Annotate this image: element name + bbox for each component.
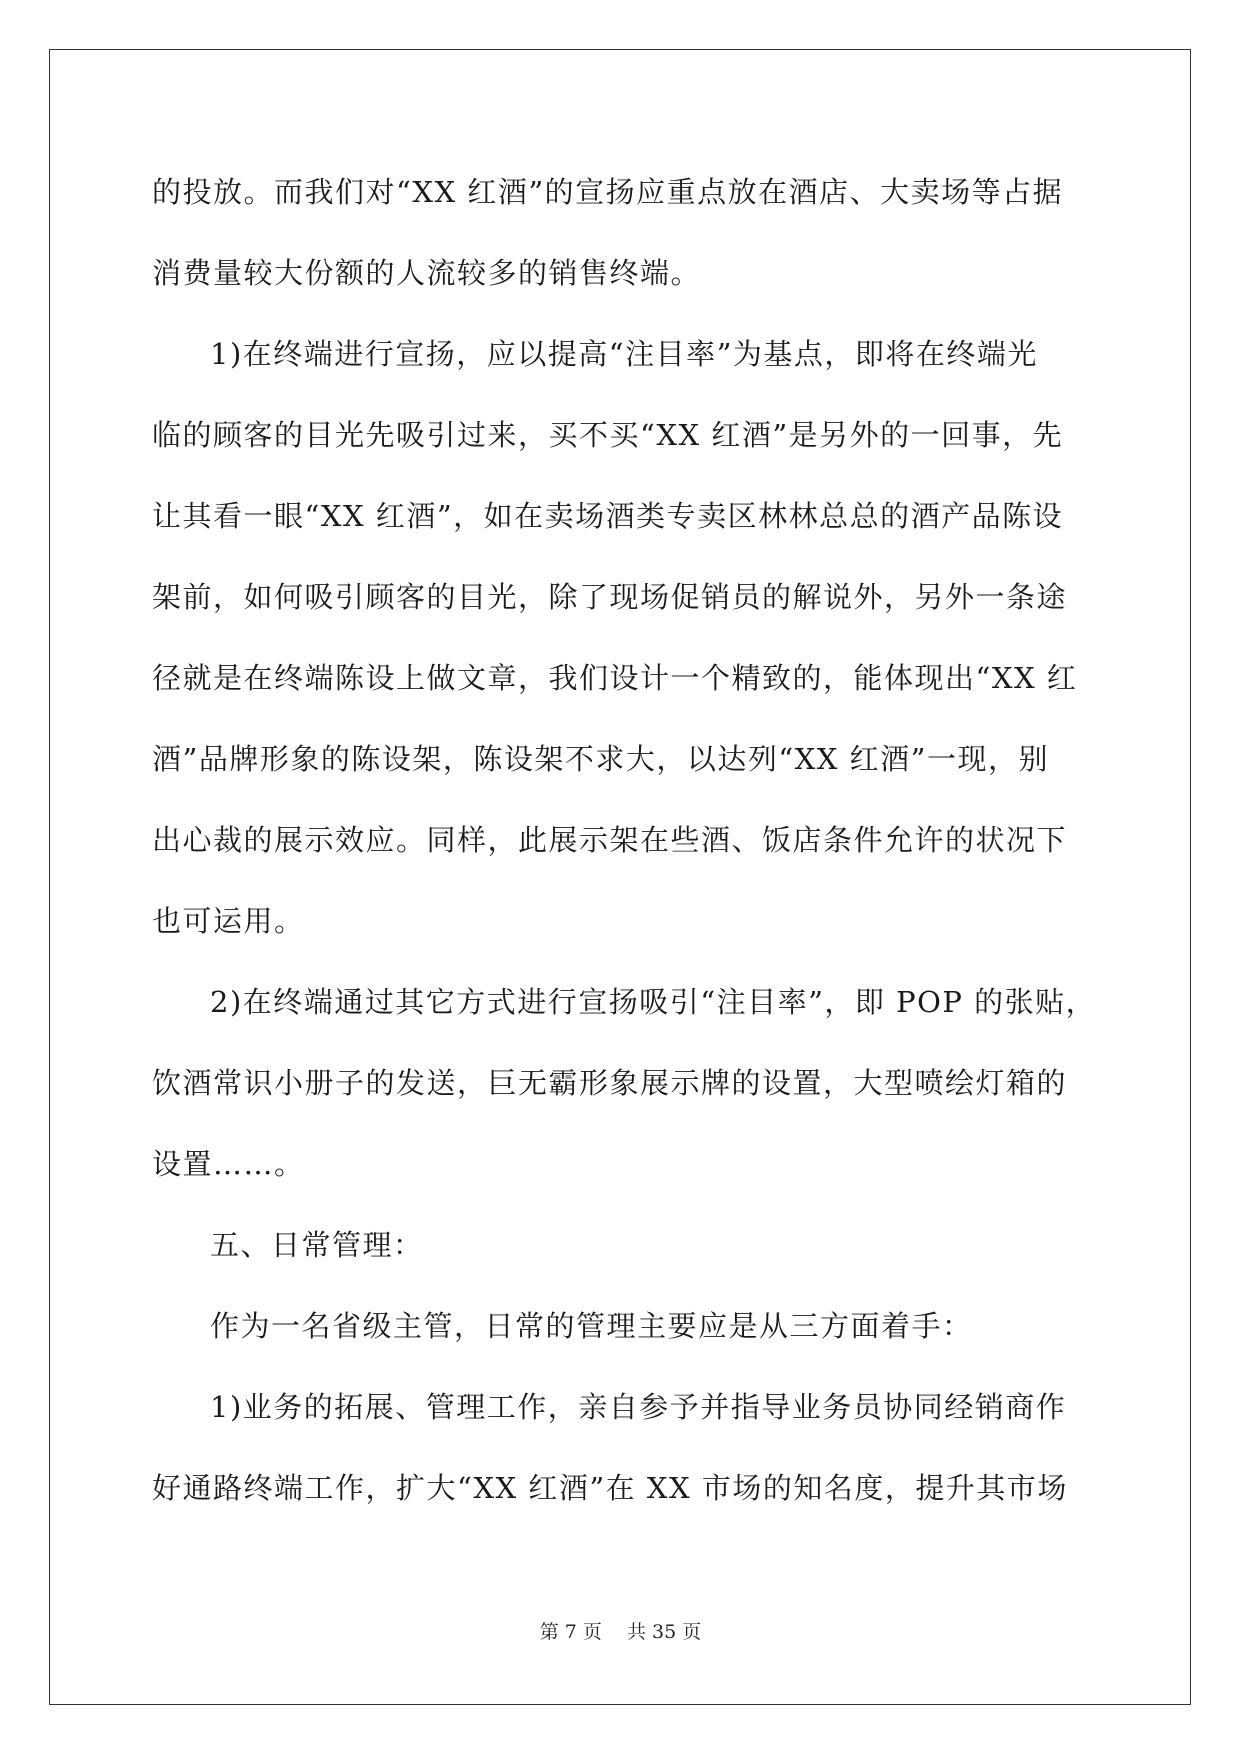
text-line: 作为一名省级主管，日常的管理主要应是从三方面着手：: [210, 1309, 973, 1343]
text-line: 架前，如何吸引顾客的目光，除了现场促销员的解说外，另外一条途: [152, 580, 1068, 614]
text-line: 径就是在终端陈设上做文章，我们设计一个精致的，能体现出“XX 红: [152, 661, 1078, 695]
text-line: 饮酒常识小册子的发送，巨无霸形象展示牌的设置，大型喷绘灯箱的: [152, 1066, 1068, 1100]
document-body: [152, 152, 1097, 1529]
text-line: 也可运用。: [152, 904, 305, 938]
text-line: 的投放。而我们对“XX 红酒”的宣扬应重点放在酒店、大卖场等占据: [152, 175, 1064, 209]
text-line: 酒”品牌形象的陈设架，陈设架不求大，以达列“XX 红酒”一现，别: [152, 742, 1049, 776]
text-line: 设置……。: [152, 1147, 305, 1181]
text-line: 2)在终端通过其它方式进行宣扬吸引“注目率”，即 POP 的张贴，: [210, 985, 1097, 1019]
text-line: 出心裁的展示效应。同样，此展示架在些酒、饭店条件允许的状况下: [152, 823, 1068, 857]
page-number-footer: 第 7 页 共 35 页: [539, 1621, 702, 1643]
text-line: 让其看一眼“XX 红酒”，如在卖场酒类专卖区林林总总的酒产品陈设: [152, 499, 1064, 533]
text-line: 1)业务的拓展、管理工作，亲自参予并指导业务员协同经销商作: [210, 1390, 1067, 1424]
section-heading: 五、日常管理：: [210, 1228, 424, 1262]
text-line: 好通路终端工作，扩大“XX 红酒”在 XX 市场的知名度，提升其市场: [152, 1471, 1068, 1505]
text-line: 消费量较大份额的人流较多的销售终端。: [152, 256, 702, 290]
text-line: 临的顾客的目光先吸引过来，买不买“XX 红酒”是另外的一回事，先: [152, 418, 1064, 452]
text-line: 1)在终端进行宣扬，应以提高“注目率”为基点，即将在终端光: [210, 337, 1038, 371]
